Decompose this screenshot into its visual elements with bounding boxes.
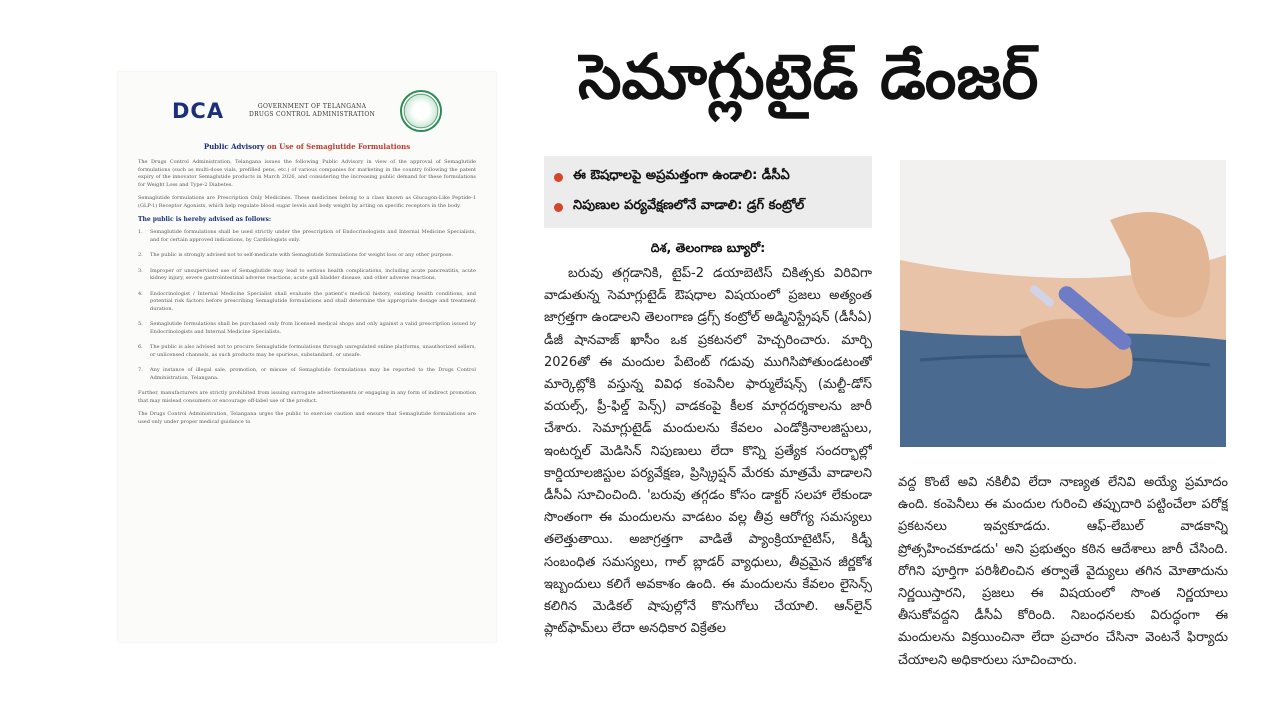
advisory-point: 4. Endocrinologist / Internal Medicine Specialist shall evaluate the patient's medical history, existing health conditions, and potential risk factors before prescribing Semaglutide formulations and shall determine the appropriate dosage and treatment duration. [138,290,476,312]
subheadline-bullet [554,162,862,192]
advisory-point: 3. Improper or unsupervised use of Semaglutide may lead to serious health complications, including acute pancreatitis, acute kidney injury, severe gastrointestinal adverse reactions, acute gall bladder disease, and other adverse reactions. [138,267,476,281]
advisory-title-a: Public Advisory [203,142,265,151]
advisory-points [138,229,476,382]
injection-pen-illustration [900,160,1226,447]
bullet-text: ఈ ఔషధాలపై అప్రమత్తంగా ఉండాలి: డీసీఏ [573,168,790,183]
advisory-header [172,90,442,132]
telangana-seal-icon [400,90,442,132]
advisory-para-4: The Drugs Control Administration, Telangana urges the public to exercise caution and ensure that Semaglutide formulations are used only under proper medical guidance to [138,411,476,425]
subheadline-bullet [554,192,862,222]
advisory-point: 1. Semaglutide formulations shall be used strictly under the prescription of Endocrinologists and Internal Medicine Specialists, and for certain approved indications, by Cardiologists only. [138,229,476,243]
article-column-1: బరువు తగ్గడానికి, టైప్-2 డయాబెటిస్ చికిత్సకు విరివిగా వాడుతున్న సెమాగ్లుటైడ్ ఔషధాల విషయంలో ప్రజలు అత్యంత జాగ్రత్తగా ఉండాలని తెలంగాణ డ్రగ్స్ కంట్రోల్ అడ్మినిస్ట్రేషన్ (డీసీఏ) డీజీ షానవాజ్ ఖాసీం ఒక ప్రకటనలో హెచ్చరించారు. మార్చి 2026తో ఈ మందుల పేటెంట్ గడువు ముగిసిపోతుండటంతో మార్కెట్లోకి వస్తున్న వివిధ కంపెనీల ఫార్ములేషన్స్ (మల్టీ-డోస్ వయల్స్, ప్రీ-ఫిల్డ్ పెన్స్) వాడకంపై కీలక మార్గదర్శకాలను జారీ చేశారు. సెమాగ్లుటైడ్ మందులను కేవలం ఎండోక్రినాలజిస్టులు, ఇంటర్నల్ మెడిసిన్ నిపుణులు లేదా కొన్ని ప్రత్యేక సందర్భాల్లో కార్డియాలజిస్టుల పర్యవేక్షణ, ప్రిస్క్రిప్షన్ మేరకు మాత్రమే వాడాలని డీసీఏ సూచించింది. 'బరువు తగ్గడం కోసం డాక్టర్ సలహా లేకుండా సొంతంగా ఈ మందులను వాడటం వల్ల తీవ్ర ఆరోగ్య సమస్యలు తలెత్తుతాయి. అజాగ్రత్తగా వాడితే ప్యాంక్రియాటైటిస్, కిడ్నీ సంబంధిత సమస్యలు, గాల్ బ్లాడర్ వ్యాధులు, తీవ్రమైన జీర్ణకోశ ఇబ్బందులు కలిగే అవకాశం ఉంది. ఈ మందులను కేవలం లైసెన్స్ కలిగిన మెడికల్ షాపుల్లోనే కొనుగోలు చేయాలి. ఆన్‌లైన్ ప్లాట్‌ఫామ్‌లు లేదా అనధికార విక్రేతల [544,266,872,637]
bullet-dot-icon [554,203,563,212]
advisory-organisation [249,103,375,119]
org-line-2: DRUGS CONTROL ADMINISTRATION [248,111,376,118]
advisory-title-b: on Use of Semaglutide Formulations [266,142,411,151]
dateline: దిశ, తెలంగాణ బ్యూరో: [650,240,766,255]
advisory-point: 2. The public is strongly advised not to self-medicate with Semaglutide formulations for weight loss or any other purpose. [138,252,454,258]
org-line-1: GOVERNMENT OF TELANGANA [257,103,367,110]
bullet-dot-icon [554,173,563,182]
subheadline-box [544,156,872,228]
headline: సెమాగ్లుటైడ్ డేంజర్ [578,40,1039,113]
advisory-intro: The Drugs Control Administration, Telangana issues the following Public Advisory in view of the approval of Semaglutide formulations (such as multi-dose vials, prefilled pens, etc.) of various companies for marketing in the country following the patent expiry of the innovator Semaglutide products in March 2026, and considering the increasing public demand for these formulations for Weight Loss and Type-2 Diabetes. [138,159,476,188]
article-photo [900,160,1226,447]
dca-logo: DCA [172,99,225,123]
advisory-title [132,142,482,151]
advisory-subhead: The public is hereby advised as follows: [138,216,272,223]
advisory-document [118,72,496,642]
bullet-text: నిపుణుల పర్యవేక్షణలోనే వాడాలి: డ్రగ్ కంట్రోల్ [573,198,805,213]
advisory-para-2: Semaglutide formulations are Prescription Only Medicines. These medicines belong to a class known as Glucagon-Like Peptide-1 (GLP-1) Receptor Agonists, which help regulate blood sugar levels and body weight by acting on specific receptors in the body. [138,195,476,209]
article-column-2: వద్ద కొంటే అవి నకిలీవి లేదా నాణ్యత లేనివి అయ్యే ప్రమాదం ఉంది. కంపెనీలు ఈ మందుల గురించి తప్పుదారి పట్టించేలా పరోక్ష ప్రకటనలు ఇవ్వకూడదు. ఆఫ్-లేబుల్ వాడకాన్ని ప్రోత్సహించకూడదు' అని ప్రభుత్వం కఠిన ఆదేశాలు జారీ చేసింది. రోగిని పూర్తిగా పరిశీలించిన తర్వాతే వైద్యులు తగిన మోతాదును నిర్ణయిస్తారని, ప్రజలు ఈ విషయంలో సొంత నిర్ణయాలు తీసుకోవద్దని డీసీఏ కోరింది. నిబంధనలకు విరుద్ధంగా ఈ మందులను విక్రయించినా లేదా ప్రచారం చేసినా వెంటనే ఫిర్యాదు చేయాలని అధికారులు సూచించారు. [898,475,1228,668]
advisory-point: 7. Any instance of illegal sale, promotion, or misuse of Semaglutide formulations may be reported to the Drugs Control Administration, Telangana. [138,367,476,381]
advisory-point: 6. The public is also advised not to procure Semaglutide formulations through unregulated online platforms, unauthorized sellers, or unlicensed channels, as such products may be spurious, substandard, or unsafe. [138,344,476,358]
advisory-para-3: Further, manufacturers are strictly prohibited from issuing surrogate advertisements or engaging in any form of indirect promotion that may mislead consumers or encourage off-label use of the product. [138,390,476,404]
advisory-point: 5. Semaglutide formulations shall be purchased only from licensed medical shops and only against a valid prescription issued by Endocrinologists and Internal Medicine Specialists. [138,321,476,335]
